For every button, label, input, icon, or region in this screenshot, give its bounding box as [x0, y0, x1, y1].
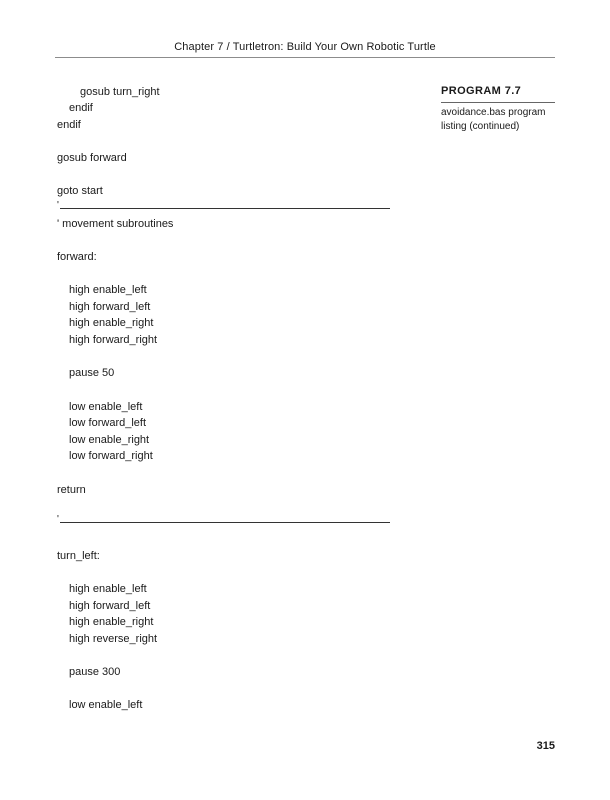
running-head: Chapter 7 / Turtletron: Build Your Own Robotic Turtle — [174, 41, 436, 53]
code-line: low enable_left — [69, 401, 143, 413]
comment-separator — [57, 201, 390, 210]
code-line: endif — [57, 119, 81, 131]
code-line: high enable_left — [69, 583, 147, 595]
code-line: pause 50 — [69, 367, 115, 379]
code-line: low enable_right — [69, 434, 150, 446]
code-line: gosub turn_right — [80, 86, 160, 98]
program-caption — [441, 106, 555, 134]
code-line: return — [57, 484, 86, 496]
program-label: PROGRAM 7.7 — [441, 84, 555, 103]
code-line: forward: — [57, 251, 97, 263]
code-line: low forward_right — [69, 450, 153, 462]
comment-mark: ' — [57, 200, 59, 211]
comment-separator — [57, 515, 390, 524]
separator-rule — [60, 522, 390, 523]
code-line: pause 300 — [69, 666, 121, 678]
code-line: high enable_right — [69, 317, 154, 329]
code-line: high reverse_right — [69, 633, 158, 645]
code-listing — [57, 0, 397, 800]
code-line: high enable_right — [69, 616, 154, 628]
program-caption-line: avoidance.bas program — [441, 107, 546, 118]
program-sidebar — [441, 84, 555, 134]
code-line: gosub forward — [57, 152, 127, 164]
code-line: endif — [69, 102, 93, 114]
code-line: high forward_left — [69, 301, 151, 313]
code-line: ' movement subroutines — [57, 218, 174, 230]
code-line: low enable_left — [69, 699, 143, 711]
program-caption-line: listing (continued) — [441, 121, 520, 132]
code-line: low forward_left — [69, 417, 147, 429]
code-line: turn_left: — [57, 550, 100, 562]
code-line: goto start — [57, 185, 103, 197]
page-number: 315 — [536, 740, 555, 752]
code-line: high forward_right — [69, 334, 158, 346]
code-line: high enable_left — [69, 284, 147, 296]
separator-rule — [60, 208, 390, 209]
code-line: high forward_left — [69, 600, 151, 612]
comment-mark: ' — [57, 514, 59, 525]
